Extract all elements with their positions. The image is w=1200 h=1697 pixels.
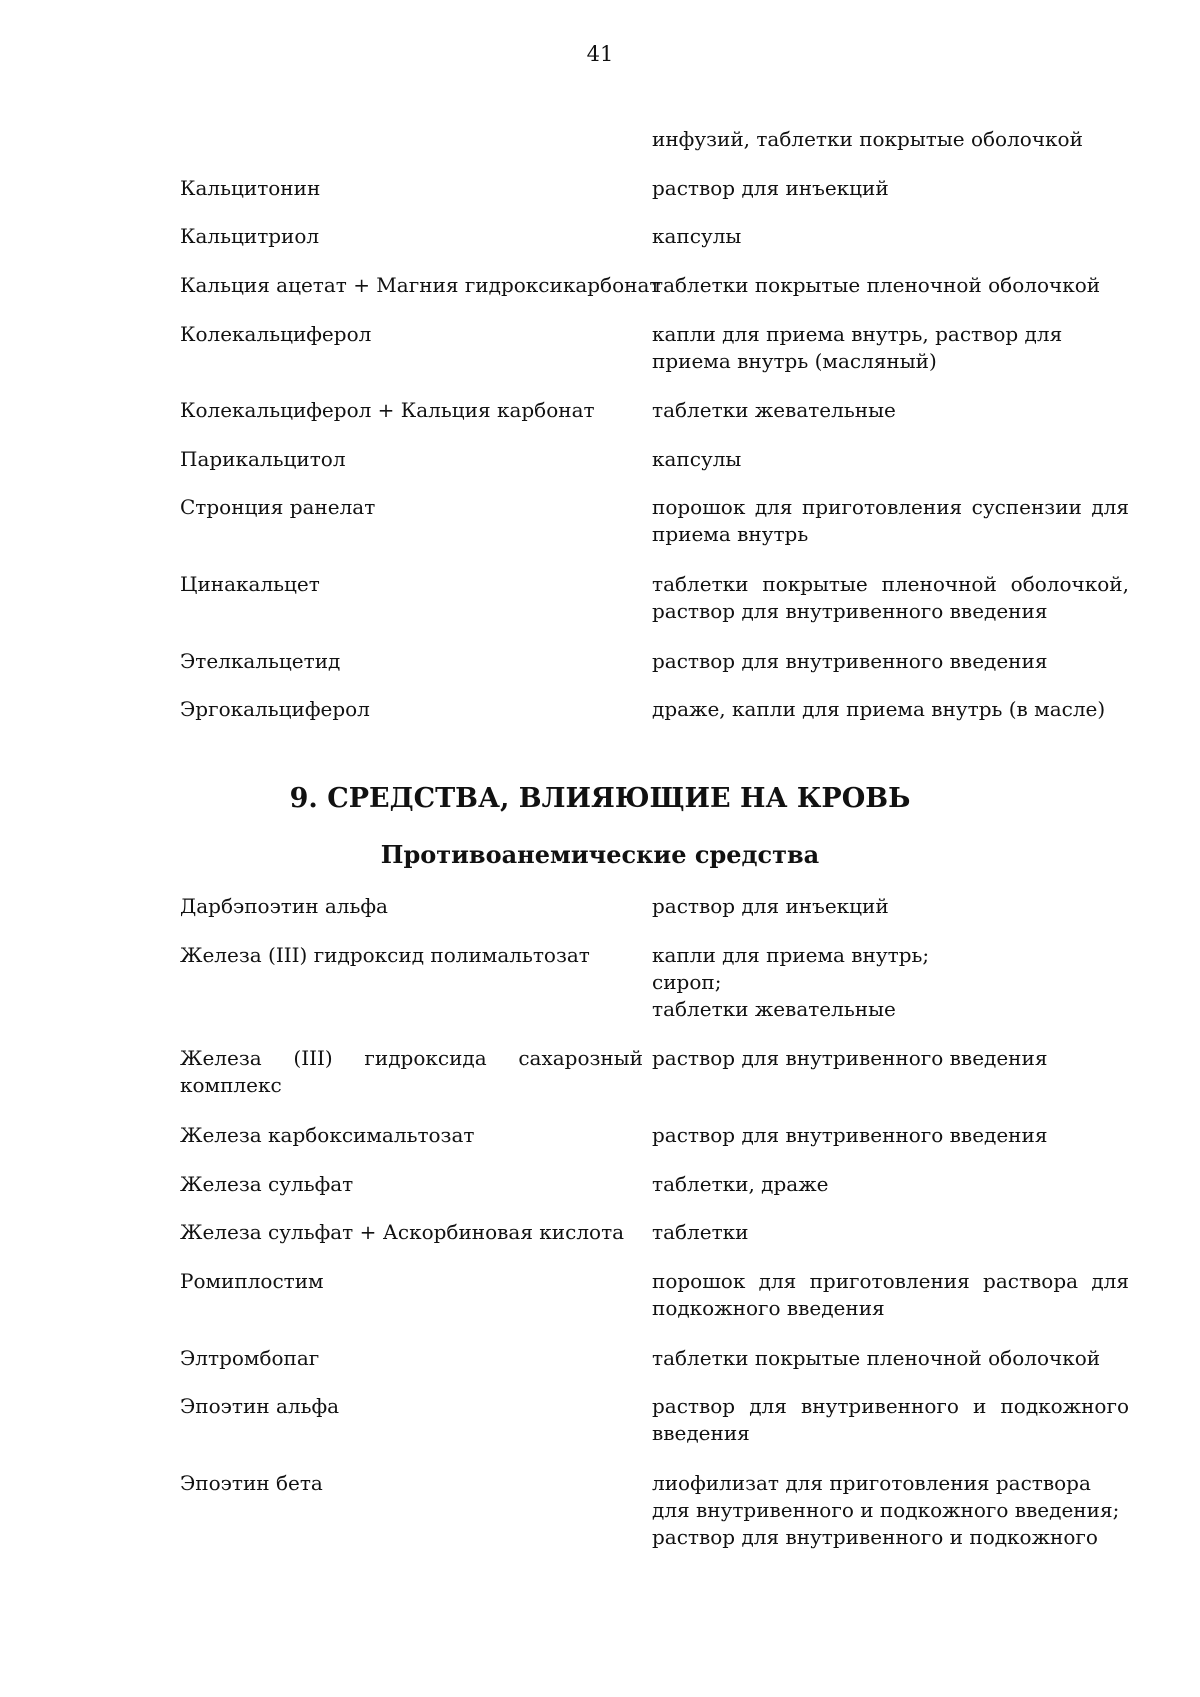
drug-form: раствор для инъекций [652, 894, 889, 918]
drug-form: раствор для инъекций [652, 176, 889, 200]
drug-name: Цинакальцет [180, 572, 320, 596]
drug-name: Колекальциферол [180, 322, 372, 346]
drug-form: порошок для приготовления раствора для подкожного введения [652, 1269, 1129, 1320]
drug-name: Кальцитриол [180, 224, 320, 248]
drug-form: инфузий, таблетки покрытые оболочкой [652, 127, 1083, 151]
drug-name: Стронция ранелат [180, 495, 376, 519]
drug-form: раствор для внутривенного введения [652, 1123, 1048, 1147]
drug-name: Этелкальцетид [180, 649, 341, 673]
drug-form: раствор для внутривенного введения [652, 649, 1048, 673]
drug-form: таблетки, драже [652, 1172, 829, 1196]
section-heading: 9. СРЕДСТВА, ВЛИЯЮЩИЕ НА КРОВЬ [289, 783, 911, 814]
drug-form: капсулы [652, 447, 742, 471]
drug-form: раствор для внутривенного введения [652, 1046, 1048, 1070]
drug-name: Колекальциферол + Кальция карбонат [180, 398, 595, 422]
drug-form: капли для приема внутрь, раствор для приема внутрь (масляный) [652, 322, 1063, 373]
drug-form: таблетки жевательные [652, 398, 896, 422]
drug-form: порошок для приготовления суспензии для приема внутрь [652, 495, 1129, 546]
drug-form: таблетки [652, 1220, 749, 1244]
drug-name: Железа карбоксимальтозат [180, 1123, 475, 1147]
drug-name: Кальция ацетат + Магния гидроксикарбонат [180, 273, 661, 297]
drug-name: Элтромбопаг [180, 1346, 320, 1370]
drug-name: Эпоэтин альфа [180, 1394, 340, 1418]
drug-form: таблетки покрытые пленочной оболочкой [652, 1346, 1101, 1370]
drug-name: Кальцитонин [180, 176, 321, 200]
drug-name: Железа сульфат [180, 1172, 354, 1196]
drug-form: раствор для внутривенного и подкожного введения [652, 1394, 1129, 1445]
drug-form: лиофилизат для приготовления раствора для внутривенного и подкожного введения; раствор для внутривенного и подкожного [652, 1471, 1120, 1549]
drug-name: Эпоэтин бета [180, 1471, 323, 1495]
drug-name: Эргокальциферол [180, 697, 370, 721]
drug-name: Железа (III) гидроксида сахарозный комплекс [180, 1046, 643, 1097]
drug-form: драже, капли для приема внутрь (в масле) [652, 697, 1106, 721]
drug-name: Железа (III) гидроксид полимальтозат [180, 943, 590, 967]
section-subheading: Противоанемические средства [380, 840, 820, 869]
drug-name: Парикальцитол [180, 447, 346, 471]
drug-name: Дарбэпоэтин альфа [180, 894, 388, 918]
drug-form: капли для приема внутрь; сироп; таблетки жевательные [652, 943, 930, 1021]
drug-form: таблетки покрытые пленочной оболочкой, раствор для внутривенного введения [652, 572, 1129, 623]
page-number: 41 [586, 42, 614, 66]
drug-name: Железа сульфат + Аскорбиновая кислота [180, 1220, 625, 1244]
drug-form: капсулы [652, 224, 742, 248]
drug-form: таблетки покрытые пленочной оболочкой [652, 273, 1101, 297]
drug-name: Ромиплостим [180, 1269, 324, 1293]
